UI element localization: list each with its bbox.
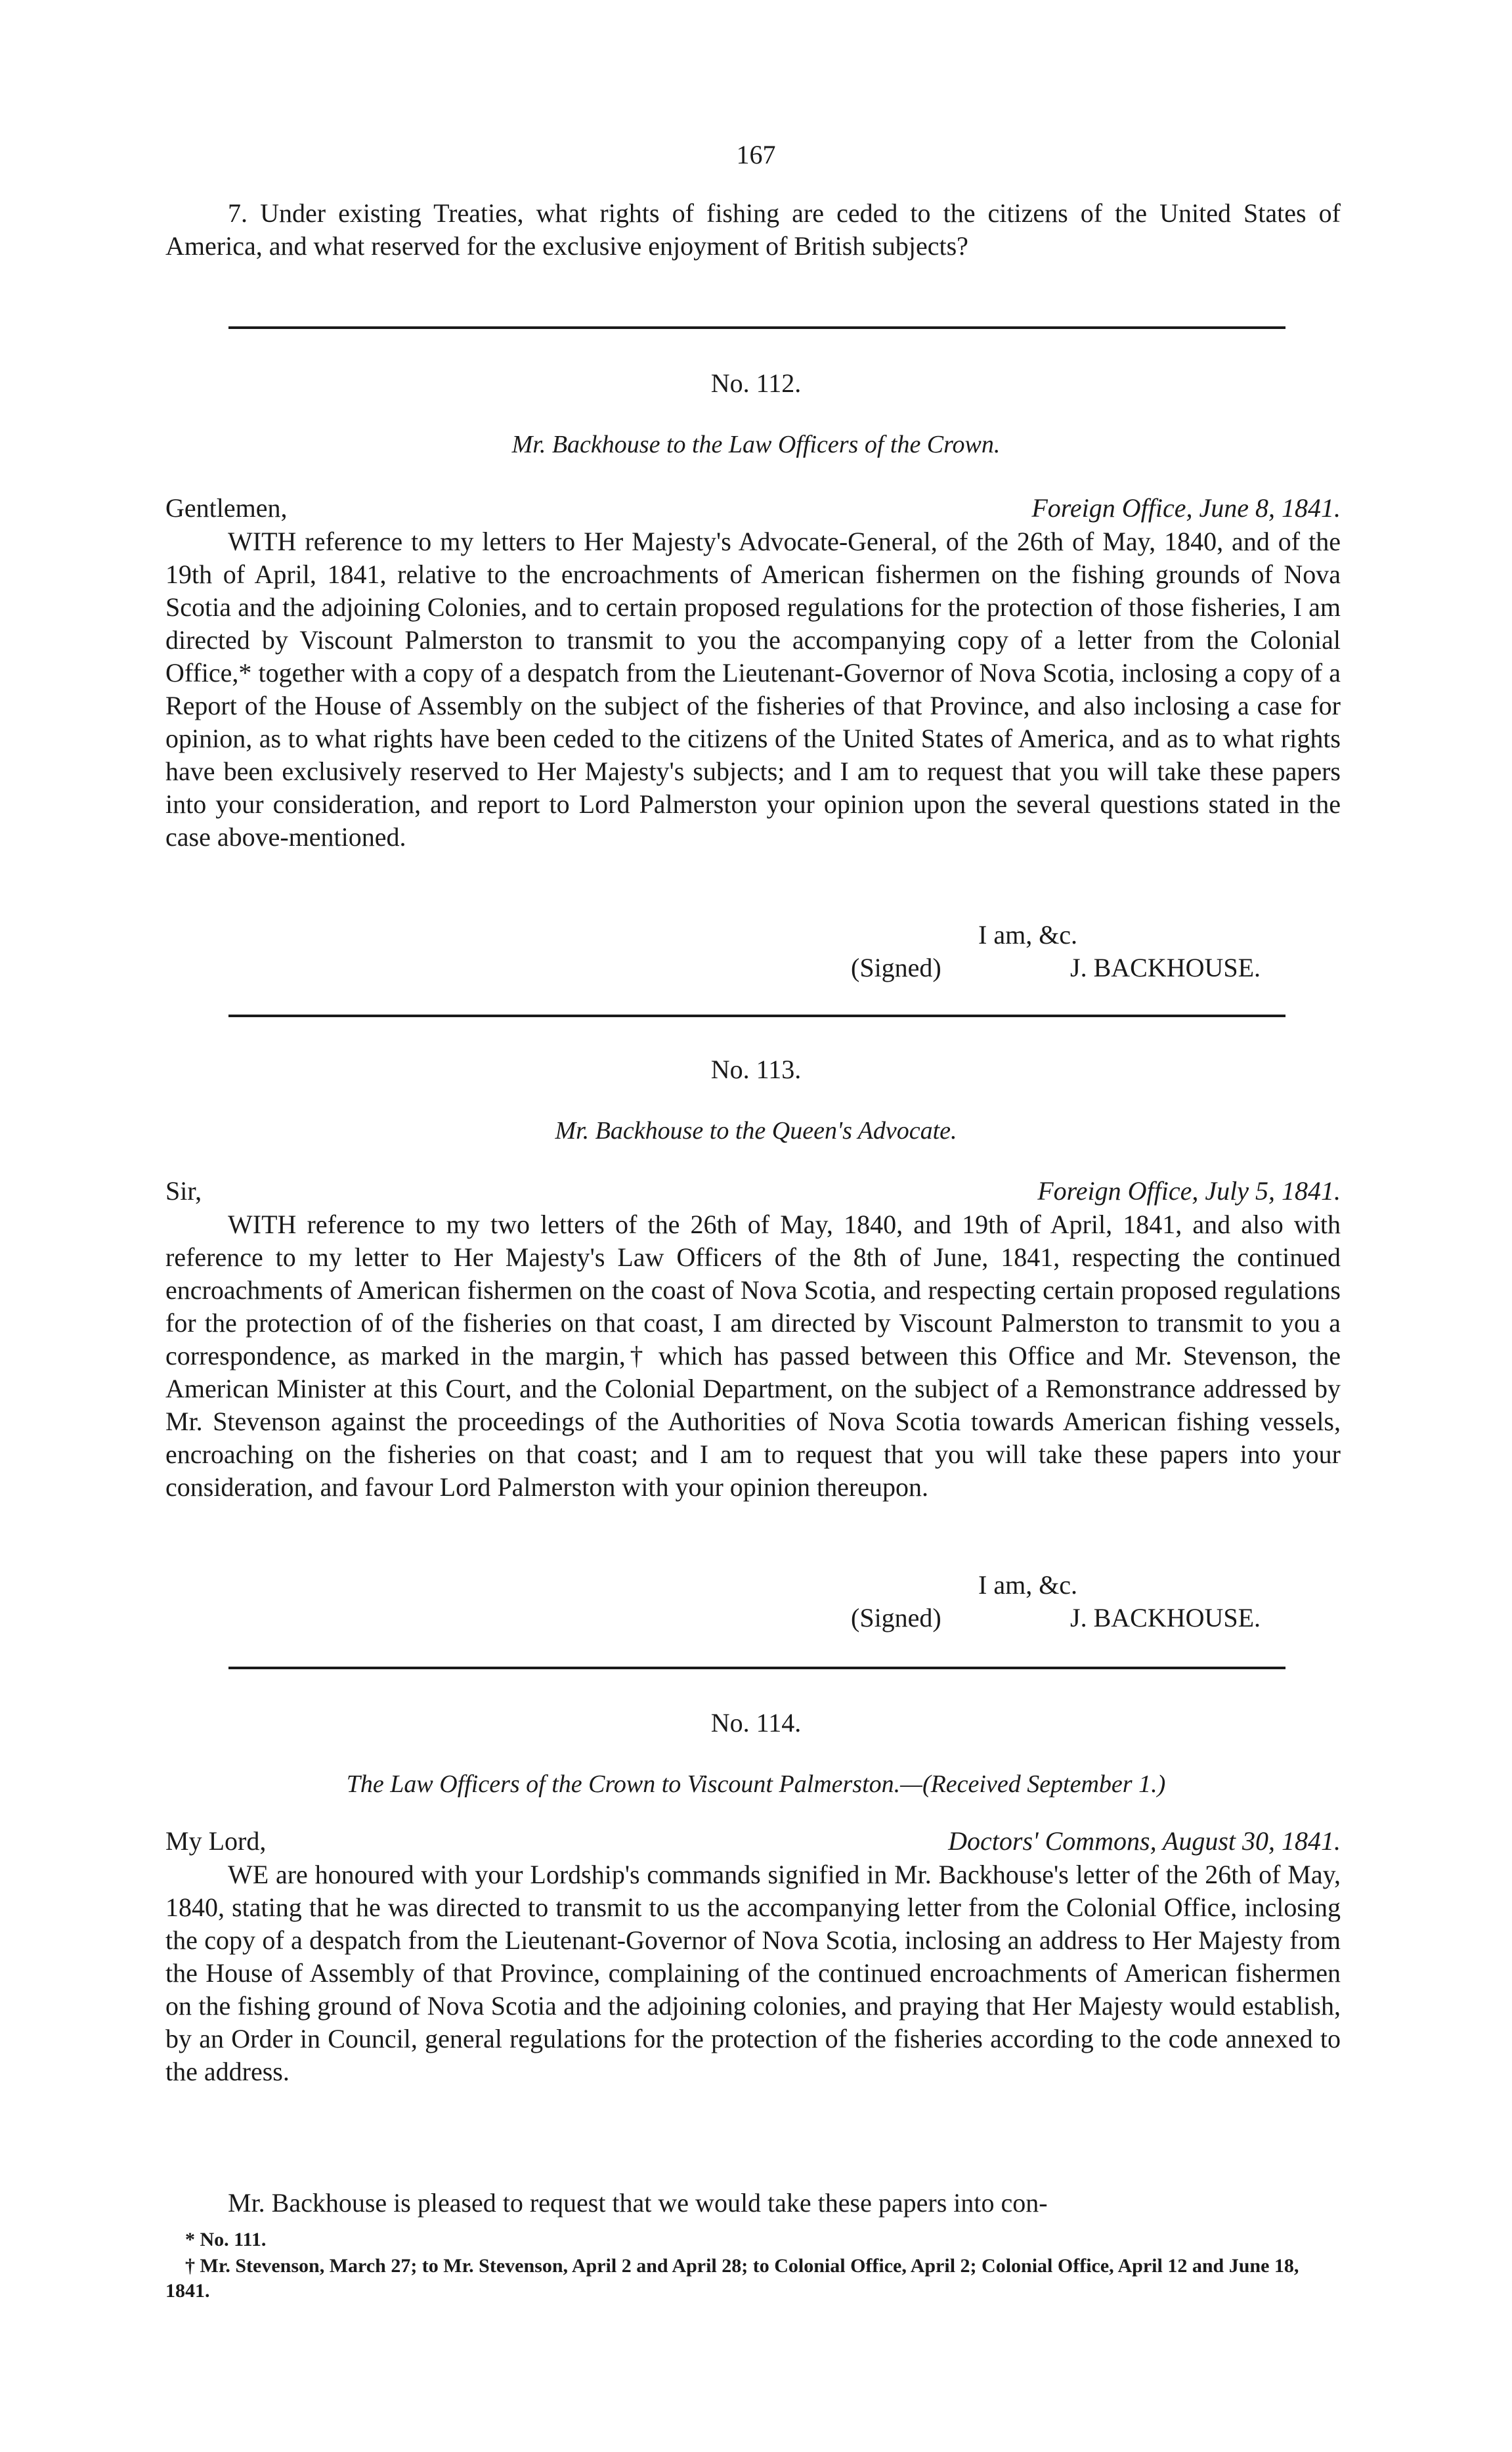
letter-113-heading: Mr. Backhouse to the Queen's Advocate. bbox=[555, 1117, 957, 1145]
letter-114-salutation: My Lord, bbox=[165, 1826, 267, 1856]
page-number: 167 bbox=[736, 140, 776, 169]
letter-112-heading: Mr. Backhouse to the Law Officers of the Crown. bbox=[511, 431, 1001, 458]
letter-112-body: WITH reference to my letters to Her Majesty's Advocate-General, of the 26th of May, 1840, and of the 19th of April, 1841, relative to the encroachments of American fishermen on the fishing grounds of Nova Scotia and the adjoining Colonies, and to certain proposed regulations for the protection of those fisheries, I am directed by Viscount Palmerston to transmit to you the accompanying copy of a letter from the Colonial Office,* together with a copy of a despatch from the Lieutenant-Governor of Nova Scotia, inclosing a copy of a Report of the House of Assembly on the subject of the fisheries of that Province, and also inclosing a case for opinion, as to what rights have been ceded to the citizens of the United States of America, and as to what rights have been exclusively reserved to Her Majesty's subjects; and I am to request that you will take these papers into your consideration, and report to Lord Palmerston your opinion upon the several questions stated in the case above-mentioned. bbox=[165, 527, 1341, 852]
letter-112-signature: J. BACKHOUSE. bbox=[1070, 953, 1261, 982]
letter-112-closing: I am, &c. bbox=[978, 920, 1078, 950]
letter-114-body-continued: Mr. Backhouse is pleased to request that we would take these papers into con- bbox=[228, 2188, 1048, 2218]
letter-112-number: No. 112. bbox=[710, 368, 802, 398]
letter-112-salutation: Gentlemen, bbox=[165, 493, 288, 523]
divider bbox=[228, 1015, 1285, 1017]
footnote-star: * No. 111. bbox=[185, 2229, 267, 2250]
letter-113-body: WITH reference to my two letters of the 26th of May, 1840, and 19th of April, 1841, and also with reference to my letter to Her Majesty's Law Officers of the 8th of June, 1841, respecting the continued encroachments of American fishermen on the coast of Nova Scotia, and respecting certain proposed regulations for the protection of of the fisheries on that coast, I am directed by Viscount Palmerston to transmit to you a correspondence, as marked in the margin,† which has passed between this Office and Mr. Stevenson, the American Minister at this Court, and the Colonial Department, on the subject of a Remonstrance addressed by Mr. Stevenson against the proceedings of the Authorities of Nova Scotia towards American fishing vessels, encroaching on the fisheries on that coast; and I am to request that you will take these papers into your consideration, and favour Lord Palmerston with your opinion thereupon. bbox=[165, 1210, 1341, 1502]
letter-114-heading: The Law Officers of the Crown to Viscount Palmerston.—(Received September 1.) bbox=[346, 1770, 1166, 1798]
letter-113-place-date: Foreign Office, July 5, 1841. bbox=[1037, 1176, 1341, 1206]
footnote-dagger: † Mr. Stevenson, March 27; to Mr. Stevenson, April 2 and April 28; to Colonial Office, April 2; Colonial Office, April 12 and June 18, 1841. bbox=[165, 2255, 1299, 2302]
letter-114-number: No. 114. bbox=[710, 1708, 802, 1738]
letter-112-signed: (Signed) bbox=[851, 953, 941, 982]
divider bbox=[228, 326, 1285, 329]
letter-114-body: WE are honoured with your Lordship's commands signified in Mr. Backhouse's letter of the 26th of May, 1840, stating that he was directed to transmit to us the accompanying letter from the Colonial Office, inclosing the copy of a despatch from the Lieutenant-Governor of Nova Scotia, inclosing an address to Her Majesty from the House of Assembly of that Province, complaining of the continued encroachments of American fishermen on the fishing ground of Nova Scotia and the adjoining colonies, and praying that Her Majesty would establish, by an Order in Council, general regulations for the protection of the fisheries according to the code annexed to the address. bbox=[165, 1860, 1341, 2086]
divider bbox=[228, 1667, 1285, 1669]
letter-112-place-date: Foreign Office, June 8, 1841. bbox=[1031, 493, 1341, 523]
letter-113-number: No. 113. bbox=[710, 1055, 802, 1084]
letter-113-closing: I am, &c. bbox=[978, 1570, 1078, 1600]
letter-114-place-date: Doctors' Commons, August 30, 1841. bbox=[948, 1826, 1341, 1856]
letter-113-signed: (Signed) bbox=[851, 1603, 941, 1632]
letter-113-signature: J. BACKHOUSE. bbox=[1070, 1603, 1261, 1632]
letter-113-salutation: Sir, bbox=[165, 1176, 202, 1206]
question-7: 7. Under existing Treaties, what rights of fishing are ceded to the citizens of the United States of America, and what reserved for the exclusive enjoyment of British subjects? bbox=[165, 198, 1341, 261]
